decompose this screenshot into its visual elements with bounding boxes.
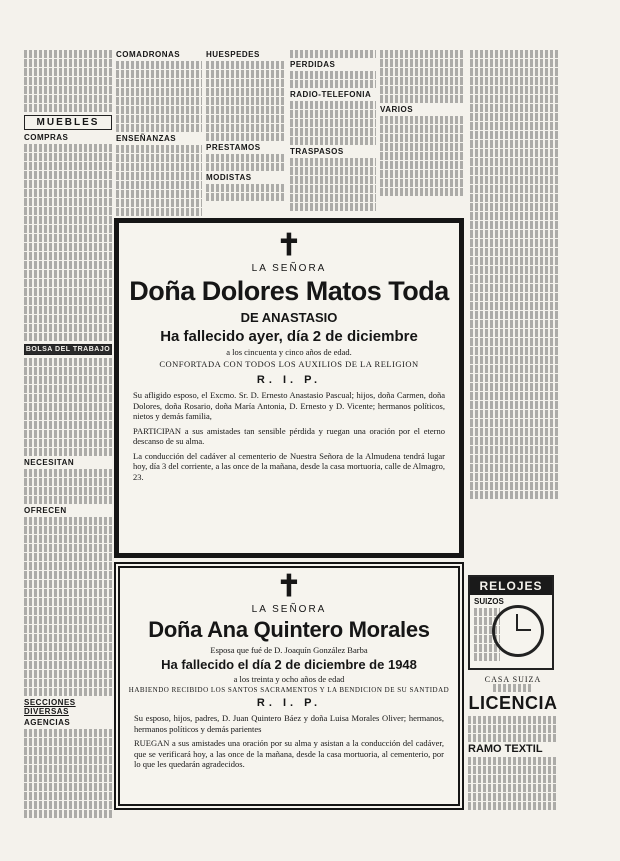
- section-ensenanzas: ENSEÑANZAS: [116, 134, 177, 143]
- ad-ramo-textil: RAMO TEXTIL: [468, 743, 543, 755]
- classified-lines: [24, 358, 112, 456]
- family-paragraph: Su afligido esposo, el Excmo. Sr. D. Ernesto Anastasio Pascual; hijos, doña Carmen, doña Dolores, doña Rosario, doña María Antonia, D. Ernesto y D. Vicente; hermanos políticos, nietos y demás familia,: [133, 390, 445, 421]
- clock-icon: [492, 605, 544, 657]
- ad-casa-suiza: CASA SUIZA: [484, 675, 542, 684]
- section-agencias: AGENCIAS: [24, 718, 71, 727]
- section-varios: VARIOS: [380, 105, 414, 114]
- classified-lines: [116, 61, 202, 132]
- ad-suizos: SUIZOS: [474, 597, 504, 606]
- classified-lines: [24, 517, 112, 696]
- column-three: [206, 48, 286, 216]
- section-prestamos: PRESTAMOS: [206, 143, 261, 152]
- deceased-name: Doña Ana Quintero Morales: [148, 617, 430, 642]
- section-radio: RADIO-TELEFONIA: [290, 90, 372, 99]
- section-muebles: MUEBLES: [24, 115, 112, 130]
- classified-lines: [380, 50, 464, 103]
- section-modistas: MODISTAS: [206, 173, 252, 182]
- ad-licencia: [468, 675, 558, 825]
- age-line: a los cincuenta y cinco años de edad.: [226, 347, 352, 357]
- married-name: DE ANASTASIO: [240, 310, 338, 325]
- column-right: [470, 48, 560, 563]
- classified-lines: [206, 61, 286, 141]
- death-notice-matos: [114, 218, 464, 558]
- section-bolsa-trabajo: BOLSA DEL TRABAJO: [25, 346, 111, 353]
- column-four: [290, 48, 376, 216]
- age-line: a los treinta y ocho años de edad: [233, 674, 345, 684]
- death-date: Ha fallecido ayer, día 2 de diciembre: [160, 328, 418, 345]
- death-date: Ha fallecido el día 2 de diciembre de 1948: [161, 657, 417, 672]
- classified-lines: [470, 50, 560, 499]
- section-huespedes: HUESPEDES: [206, 50, 260, 59]
- participan-paragraph: PARTICIPAN a sus amistades tan sensible pérdida y ruegan una oración por el eterno descanso de su alma.: [133, 425, 445, 446]
- classified-lines: [24, 50, 112, 112]
- rip: R. I. P.: [256, 697, 322, 709]
- ad-relojes-title: RELOJES: [470, 577, 552, 595]
- classified-lines: [206, 154, 286, 171]
- classified-lines: [24, 144, 112, 341]
- esposa-line: Esposa que fué de D. Joaquín González Barba: [210, 645, 368, 655]
- family-paragraph: Su esposo, hijos, padres, D. Juan Quintero Báez y doña Luisa Morales Oliver; hermanos, hermanos políticos y demás parientes: [134, 713, 444, 734]
- ruegan-paragraph: RUEGAN a sus amistades una oración por su alma y asistan a la conducción del cadáver, que se verificará hoy, a las once de la mañana, desde la casa mortuoria, al cementerio, por lo que les quedarán agradecidos.: [134, 738, 444, 769]
- death-notice-quintero: [114, 562, 464, 810]
- classified-lines: [290, 158, 376, 211]
- classified-lines: [24, 469, 112, 504]
- column-two: [116, 48, 202, 216]
- notice-la-senora: LA SEÑORA: [251, 263, 327, 274]
- classified-lines: [116, 145, 202, 216]
- section-compras: COMPRAS: [24, 133, 69, 142]
- column-five: [380, 48, 464, 216]
- section-comadronas: COMADRONAS: [116, 50, 181, 59]
- section-secciones-diversas: SECCIONES DIVERSAS: [24, 698, 76, 716]
- classified-lines: [468, 757, 558, 810]
- sacraments-line: HABIENDO RECIBIDO LOS SANTOS SACRAMENTOS Y LA BENDICION DE SU SANTIDAD: [128, 686, 450, 694]
- classified-lines: [290, 50, 376, 58]
- notice-la-senora: LA SEÑORA: [251, 604, 327, 615]
- classified-lines: [24, 729, 112, 818]
- rip: R. I. P.: [256, 374, 322, 386]
- section-necesitan: NECESITAN: [24, 458, 75, 467]
- deceased-name: Doña Dolores Matos Toda: [129, 276, 449, 306]
- section-traspasos: TRASPASOS: [290, 147, 344, 156]
- conduccion-paragraph: La conducción del cadáver al cementerio de Nuestra Señora de la Almudena tendrá lugar hoy, día 3 del corriente, a las once de la mañana, desde la casa mortuoria, calle de Almagro, 23.: [133, 450, 445, 482]
- cross-icon: ✝: [276, 229, 302, 262]
- section-perdidas: PERDIDAS: [290, 60, 336, 69]
- section-ofrecen: OFRECEN: [24, 506, 67, 515]
- classified-lines: [468, 716, 558, 742]
- classified-lines: [290, 101, 376, 145]
- classified-lines: [290, 71, 376, 88]
- classified-lines: [493, 684, 533, 692]
- classified-lines: [380, 116, 464, 196]
- column-left: [24, 48, 112, 848]
- ad-relojes: [468, 575, 554, 670]
- cross-icon: ✝: [276, 570, 302, 603]
- sacraments-line: CONFORTADA CON TODOS LOS AUXILIOS DE LA RELIGION: [159, 359, 419, 369]
- classified-lines: [206, 184, 286, 201]
- ad-licencia-title: LICENCIA: [468, 693, 558, 713]
